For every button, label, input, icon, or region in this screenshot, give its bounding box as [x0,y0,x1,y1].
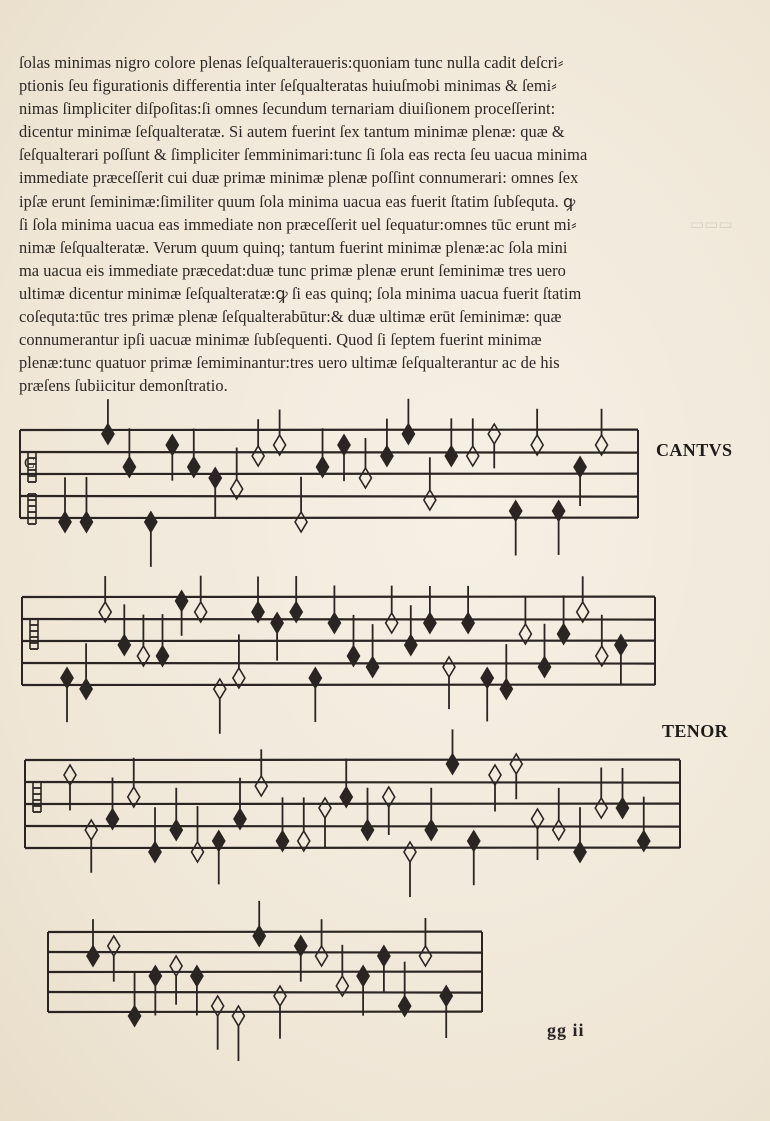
text-line: ultimæ dicentur minimæ ſeſqualteratæ:ꝙ ſi eas quinq; ſola minima uacua fuerit ſtatim [19,283,582,303]
void-minima-note [212,996,224,1016]
filled-minima-note [80,679,92,699]
filled-minima-note [149,966,161,986]
filled-minima-note [149,842,161,862]
void-minima-note [443,657,455,677]
void-minima-note [404,842,416,862]
filled-minima-note [539,657,551,677]
filled-minima-note [362,820,374,840]
filled-minima-note [191,966,203,986]
cantus-label: CANTVS [656,440,733,460]
text-line: coſequta:tūc tres primæ plenæ ſeſqualterabūtur:& duæ ultimæ erūt ſeminimæ: quæ [19,307,562,327]
filled-minima-note [176,591,188,611]
filled-minima-note [59,512,71,532]
mensuration-sign: C [24,455,35,472]
void-minima-note [252,446,264,466]
void-minima-note [553,820,565,840]
text-line: ma uacua eis immediate præcedat:duæ tunc primæ plenæ erunt ſeminimæ tres uero [19,260,566,280]
void-minima-note [170,956,182,976]
filled-minima-note [440,986,452,1006]
text-line: ipſæ erunt ſeminimæ:ſimiliter quum ſola minima uacua eas fuerit ſtatim ſubſequta. ꝙ [19,191,576,211]
filled-minima-note [170,820,182,840]
show-through-bleed: ▭▭▭ [690,217,733,233]
text-line: ptionis ſeu figurationis differentia inter ſeſqualteratas huiuſmobi minimas & ſemi⸗ [19,76,557,96]
filled-minima-note [357,966,369,986]
void-minima-note [510,754,522,774]
filled-minima-note [253,926,265,946]
void-minima-note [595,798,607,818]
text-line: ſi ſola minima uacua eas immediate non præceſſerit uel ſequatur:omnes tūc erunt mi⸗ [19,214,577,234]
text-line: ſolas minimas nigro colore plenas ſeſqualteraueris:quoniam tunc nulla cadit deſcri⸗ [19,53,564,72]
text-line: nimas ſimpliciter diſpoſitas:ſi omnes ſecundum ternariam diuiſionem proceſſerint: [19,99,556,119]
filled-minima-note [328,613,340,633]
filled-minima-note [402,424,414,444]
filled-minima-note [118,635,130,655]
filled-minima-note [405,635,417,655]
filled-minima-note [271,613,283,633]
void-minima-note [419,946,431,966]
filled-minima-note [500,679,512,699]
tenor-label: TENOR [662,721,729,741]
void-minima-note [255,776,267,796]
filled-minima-note [615,635,627,655]
void-minima-note [232,1006,244,1026]
filled-minima-note [145,512,157,532]
text-line: ſeſqualterari poſſunt & ſimpliciter ſemminimari:tunc ſi ſola eas recta ſeu uacua minima [19,145,588,165]
void-minima-note [274,986,286,1006]
void-minima-note [319,798,331,818]
text-line: plenæ:tunc quatuor primæ ſemiminantur:tres uero ultimæ ſeſqualterantur ac de his [19,353,560,373]
void-minima-note [386,613,398,633]
text-line: connumerantur ipſi uacuæ minimæ ſubſequenti. Quod ſi ſeptem fuerint minimæ [19,330,542,350]
void-minima-note [316,946,328,966]
filled-minima-note [574,842,586,862]
void-minima-note [359,468,371,488]
filled-minima-note [129,1006,141,1026]
filled-minima-note [617,798,629,818]
signature-mark: gg ii [547,1020,585,1040]
cantus-staff-1 [20,430,638,518]
filled-minima-note [367,657,379,677]
void-minima-note [467,446,479,466]
void-minima-note [424,490,436,510]
filled-minima-note [381,446,393,466]
void-minima-note [488,424,500,444]
text-line: præſens ſubiicitur demonſtratio. [19,376,228,396]
void-minima-note [192,842,204,862]
filled-minima-note [445,446,457,466]
cantus-staff-2 [22,597,655,685]
text-line: immediate præceſſerit cui duæ primæ minimæ plenæ poſſint connumerari: omnes ſex [19,168,579,188]
text-line: dicentur minimæ ſeſqualteratæ. Si autem fuerint ſex tantum minimæ plenæ: quæ & [19,122,565,142]
void-minima-note [85,820,97,840]
filled-minima-note [399,996,411,1016]
filled-minima-note [87,946,99,966]
filled-minima-note [80,512,92,532]
filled-minima-note [447,754,459,774]
filled-minima-note [424,613,436,633]
filled-minima-note [425,820,437,840]
filled-minima-note [102,424,114,444]
filled-minima-note [462,613,474,633]
void-minima-note [214,679,226,699]
tenor-staff-1 [25,760,680,848]
filled-minima-note [378,946,390,966]
void-minima-note [295,512,307,532]
filled-minima-note [209,468,221,488]
text-line: nimæ ſeſqualteratæ. Verum quum quinq; tantum fuerint minimæ plenæ:ac ſola mini [19,237,568,257]
